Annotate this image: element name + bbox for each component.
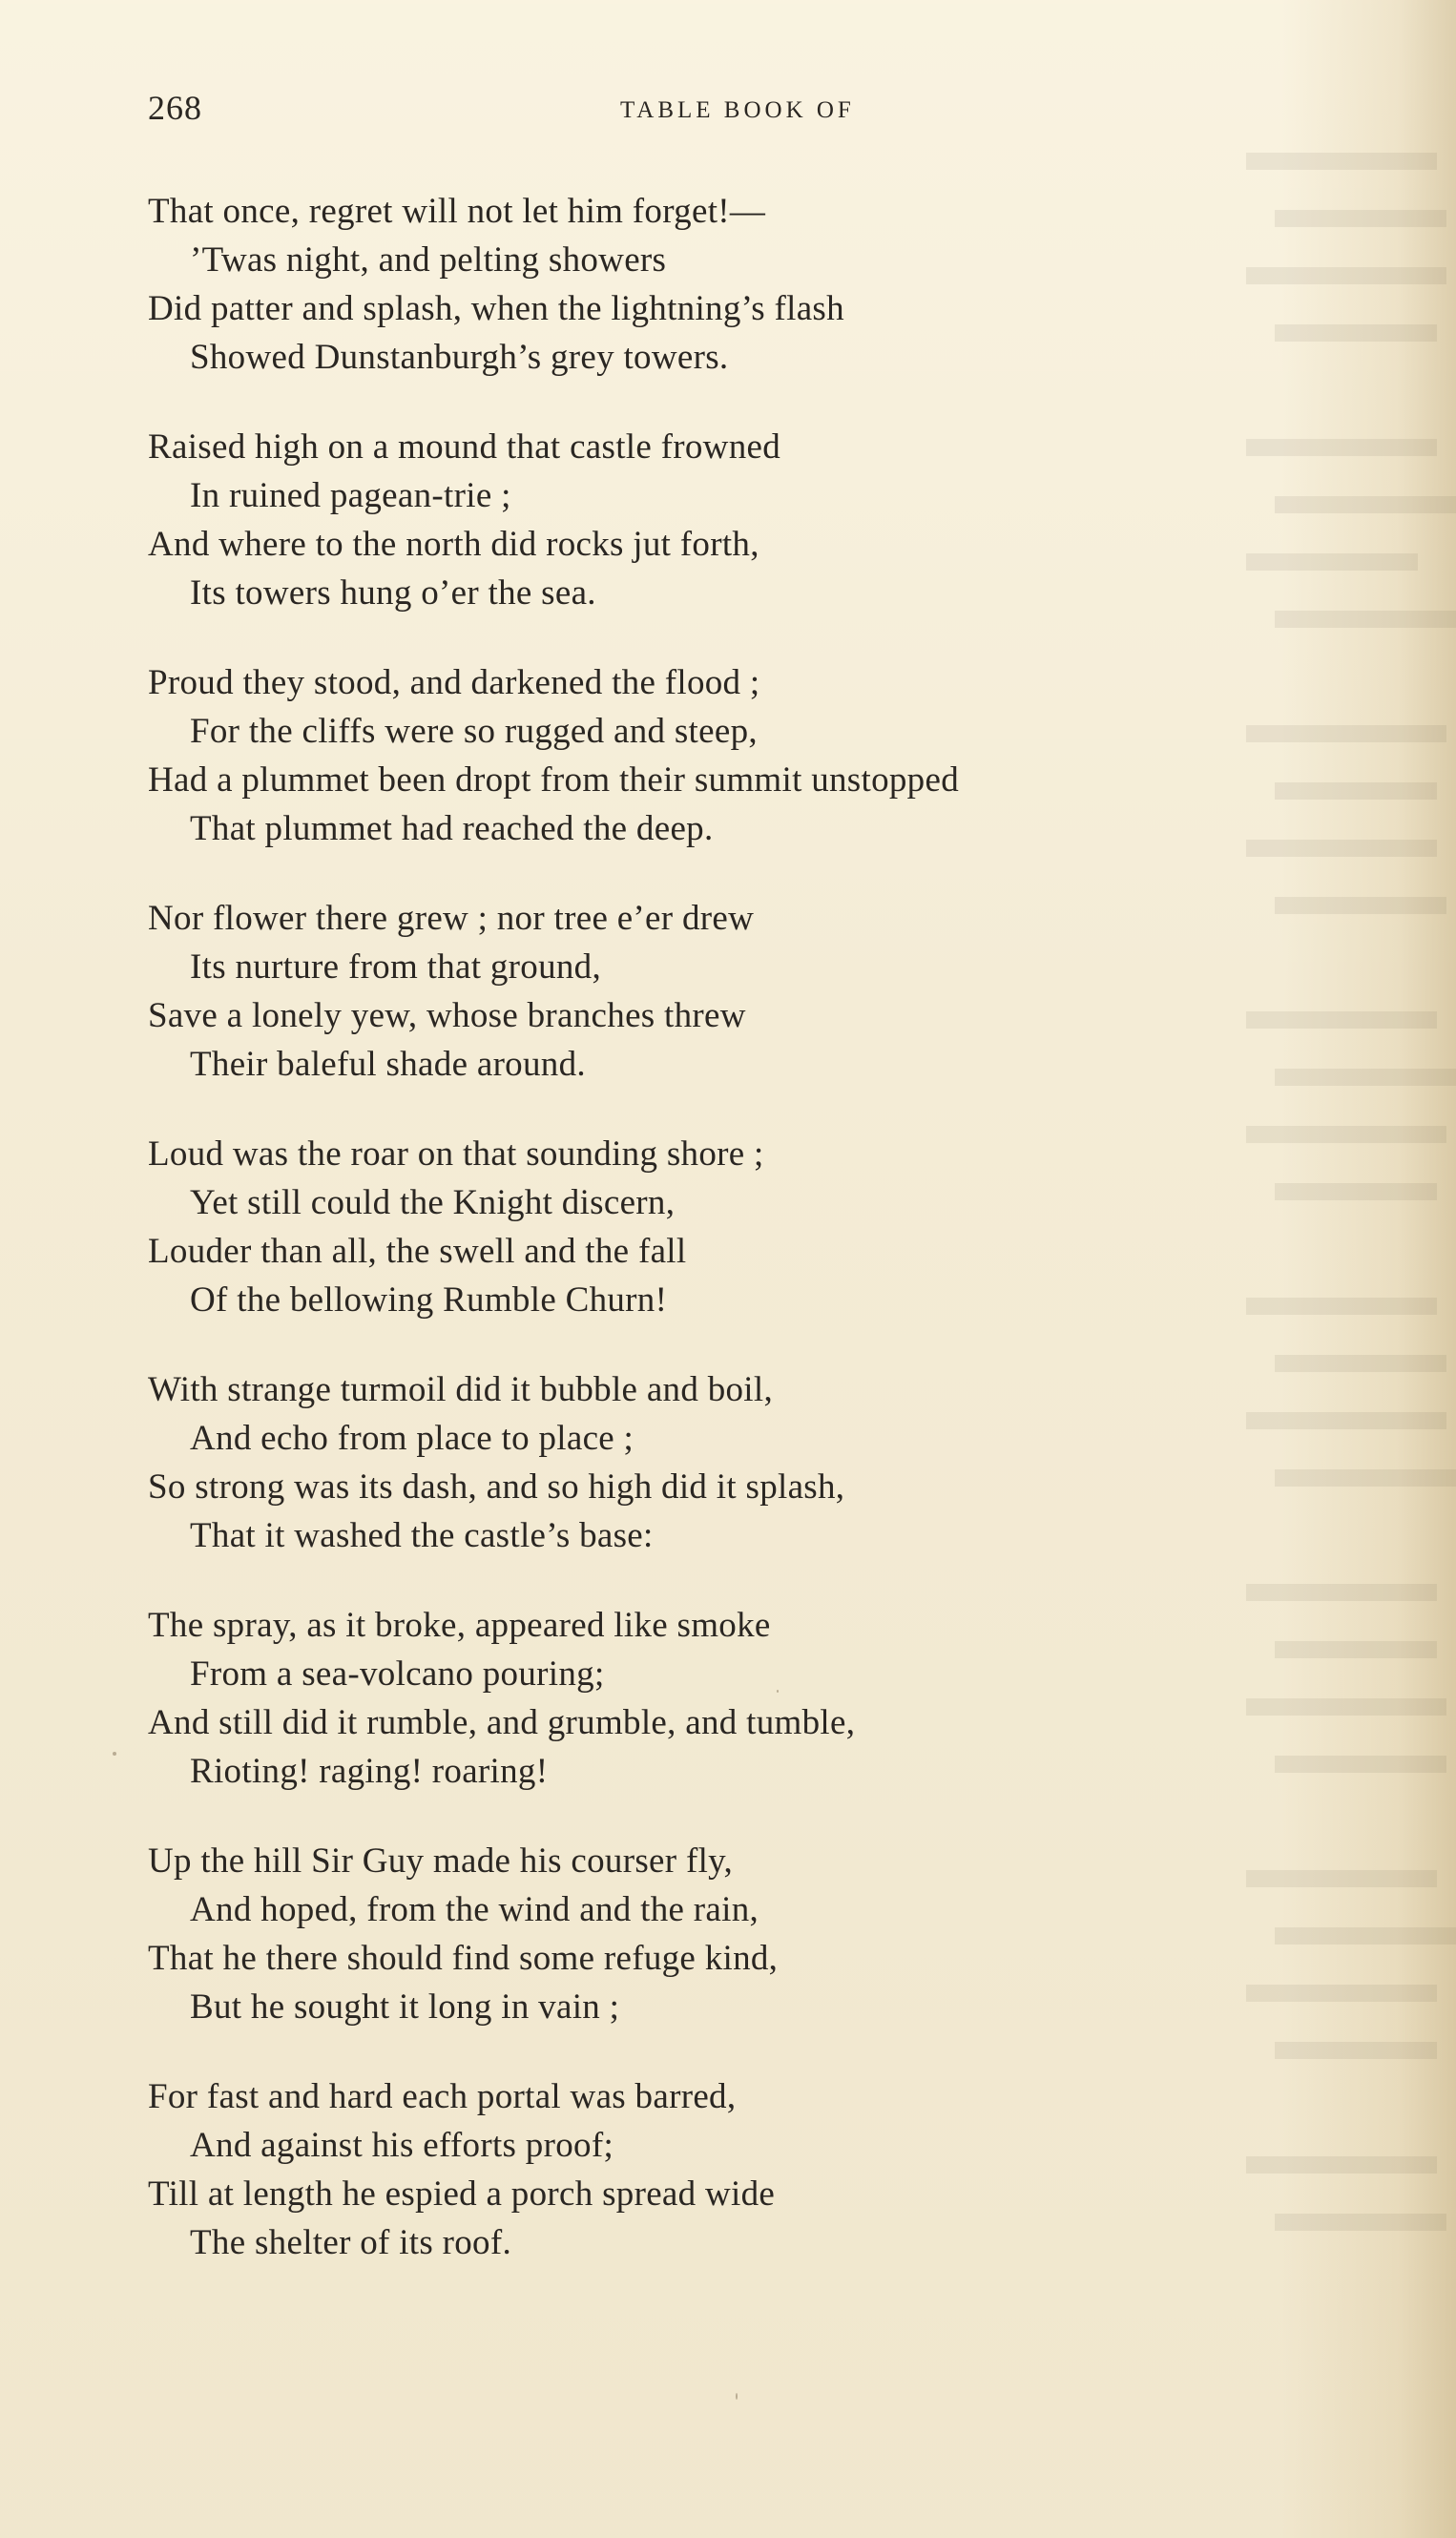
poem-line: Showed Dunstanburgh’s grey towers. xyxy=(190,338,729,377)
stanza xyxy=(148,1130,1226,1324)
poem-line: But he sought it long in vain ; xyxy=(190,1987,620,2027)
poem-line: Till at length he espied a porch spread wide xyxy=(148,2174,776,2214)
poem-line: From a sea-volcano pouring; xyxy=(190,1654,605,1694)
poem-line: And where to the north did rocks jut forth, xyxy=(148,525,759,564)
poem-line: With strange turmoil did it bubble and boil, xyxy=(148,1370,774,1409)
page-number: 268 xyxy=(148,89,202,127)
paper-fleck xyxy=(113,1752,116,1756)
poem-line: And echo from place to place ; xyxy=(190,1419,634,1458)
poem-line: That he there should find some refuge kind, xyxy=(148,1939,779,1978)
poem-line: Their baleful shade around. xyxy=(190,1045,586,1084)
stanza xyxy=(148,1837,1226,2031)
poem-line: Did patter and splash, when the lightning’s flash xyxy=(148,289,844,328)
poem-body xyxy=(148,187,1226,2308)
poem-line: ’Twas night, and pelting showers xyxy=(190,240,667,280)
poem-line: Rioting! raging! roaring! xyxy=(190,1752,549,1791)
poem-line: Proud they stood, and darkened the flood ; xyxy=(148,663,760,702)
poem-line: Nor flower there grew ; nor tree e’er drew xyxy=(148,899,755,938)
poem-line: Louder than all, the swell and the fall xyxy=(148,1232,687,1271)
poem-line: Save a lonely yew, whose branches threw xyxy=(148,996,746,1035)
poem-line: Of the bellowing Rumble Churn! xyxy=(190,1280,668,1320)
running-head xyxy=(148,88,1360,135)
stanza xyxy=(148,2072,1226,2267)
running-head-title: TABLE BOOK OF xyxy=(620,97,855,123)
poem-line: And hoped, from the wind and the rain, xyxy=(190,1890,759,1929)
poem-line: That once, regret will not let him forget!— xyxy=(148,192,766,231)
poem-line: Its towers hung o’er the sea. xyxy=(190,573,596,613)
poem-line: Had a plummet been dropt from their summit unstopped xyxy=(148,760,959,800)
poem-line: For fast and hard each portal was barred, xyxy=(148,2077,737,2116)
poem-line: Its nurture from that ground, xyxy=(190,947,602,987)
poem-line: And still did it rumble, and grumble, and tumble, xyxy=(148,1703,856,1742)
poem-line: That it washed the castle’s base: xyxy=(190,1516,654,1555)
paper-fleck xyxy=(777,1690,779,1693)
stanza xyxy=(148,658,1226,853)
poem-line: Up the hill Sir Guy made his courser fly, xyxy=(148,1841,734,1881)
poem-line: And against his efforts proof; xyxy=(190,2126,614,2165)
stanza xyxy=(148,423,1226,617)
poem-line: That plummet had reached the deep. xyxy=(190,809,714,848)
stanza xyxy=(148,1365,1226,1560)
poem-line: Yet still could the Knight discern, xyxy=(190,1183,676,1222)
poem-line: Loud was the roar on that sounding shore ; xyxy=(148,1134,764,1174)
stanza xyxy=(148,187,1226,382)
poem-line: The shelter of its roof. xyxy=(190,2223,512,2262)
poem-line: Raised high on a mound that castle frowned xyxy=(148,427,781,467)
stanza xyxy=(148,894,1226,1089)
poem-line: For the cliffs were so rugged and steep, xyxy=(190,712,758,751)
stanza xyxy=(148,1601,1226,1796)
poem-line: The spray, as it broke, appeared like smoke xyxy=(148,1606,771,1645)
show-through-texture xyxy=(1237,153,1456,2443)
poem-line: So strong was its dash, and so high did it splash, xyxy=(148,1467,845,1507)
poem-line: In ruined pagean-trie ; xyxy=(190,476,511,515)
paper-fleck xyxy=(736,2393,738,2400)
